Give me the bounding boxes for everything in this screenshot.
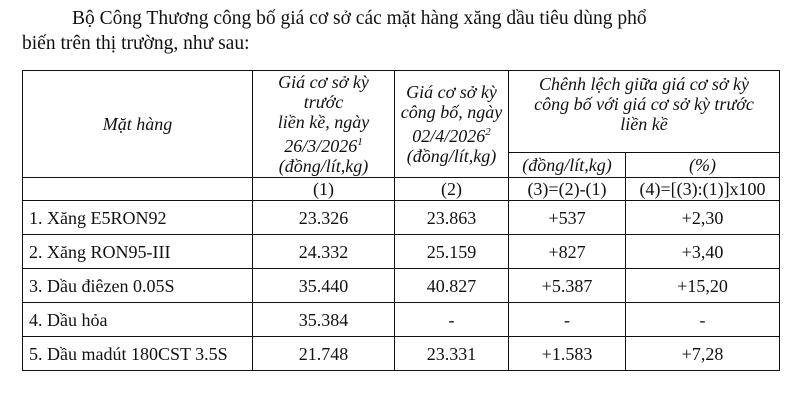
colnum-3: (3)=(2)-(1)	[509, 178, 626, 201]
colnum-2: (2)	[395, 178, 509, 201]
header-prev-date: 26/3/2026	[284, 136, 358, 156]
row-prev-price: 23.326	[253, 201, 395, 235]
header-prev-footnote: 1	[357, 136, 363, 148]
row-pct: +3,40	[626, 235, 780, 269]
header-current-line1: Giá cơ sở kỳ	[406, 82, 497, 102]
row-item: 1. Xăng E5RON92	[23, 201, 253, 235]
row-diff: +5.387	[509, 269, 626, 303]
header-current-unit: (đồng/lít,kg)	[406, 146, 497, 166]
row-pct: +15,20	[626, 269, 780, 303]
row-diff: -	[509, 303, 626, 337]
header-diff-line2: công bố với giá cơ sở kỳ trước	[534, 94, 754, 114]
intro-paragraph	[22, 6, 802, 56]
colnum-item	[23, 178, 253, 201]
header-prev-price	[253, 71, 395, 178]
table-row	[23, 269, 780, 303]
row-item: 3. Dầu điêzen 0.05S	[23, 269, 253, 303]
row-current-price: 23.331	[395, 337, 509, 371]
intro-line-1: Bộ Công Thương công bố giá cơ sở các mặt hàng xăng dầu tiêu dùng phổ	[72, 8, 647, 29]
header-prev-date-wrap	[257, 132, 390, 156]
row-current-price: 40.827	[395, 269, 509, 303]
row-current-price: 25.159	[395, 235, 509, 269]
row-prev-price: 24.332	[253, 235, 395, 269]
row-item: 4. Dầu hỏa	[23, 303, 253, 337]
row-item: 2. Xăng RON95-III	[23, 235, 253, 269]
header-current-date: 02/4/2026	[412, 126, 486, 146]
table-row	[23, 337, 780, 371]
row-pct: -	[626, 303, 780, 337]
header-difference	[509, 71, 780, 153]
row-current-price: 23.863	[395, 201, 509, 235]
colnum-1: (1)	[253, 178, 395, 201]
price-table	[22, 70, 780, 371]
row-diff: +827	[509, 235, 626, 269]
header-diff-line3: liền kề	[620, 114, 668, 134]
header-diff-unit-pct: (%)	[626, 153, 780, 178]
header-diff-line1: Chênh lệch giữa giá cơ sở kỳ	[539, 74, 749, 94]
header-prev-unit: (đồng/lít,kg)	[278, 156, 369, 176]
row-diff: +1.583	[509, 337, 626, 371]
row-prev-price: 35.384	[253, 303, 395, 337]
row-item: 5. Dầu madút 180CST 3.5S	[23, 337, 253, 371]
row-diff: +537	[509, 201, 626, 235]
table-row	[23, 201, 780, 235]
row-pct: +2,30	[626, 201, 780, 235]
table-header-row	[23, 71, 780, 153]
colnum-4: (4)=[(3):(1)]x100	[626, 178, 780, 201]
header-current-line2: công bố, ngày	[400, 102, 503, 122]
header-prev-line2: liền kề, ngày	[277, 112, 370, 132]
intro-line-2: biến trên thị trường, như sau:	[22, 33, 250, 54]
header-item: Mặt hàng	[23, 71, 253, 178]
row-current-price: -	[395, 303, 509, 337]
table-colnum-row	[23, 178, 780, 201]
header-current-date-wrap	[399, 122, 504, 146]
header-diff-unit-abs: (đồng/lít,kg)	[509, 153, 626, 178]
header-prev-line1: Giá cơ sở kỳ trước	[278, 72, 369, 112]
table-row	[23, 235, 780, 269]
table-row	[23, 303, 780, 337]
row-prev-price: 35.440	[253, 269, 395, 303]
row-prev-price: 21.748	[253, 337, 395, 371]
header-current-price	[395, 71, 509, 178]
row-pct: +7,28	[626, 337, 780, 371]
header-current-footnote: 2	[485, 126, 491, 138]
